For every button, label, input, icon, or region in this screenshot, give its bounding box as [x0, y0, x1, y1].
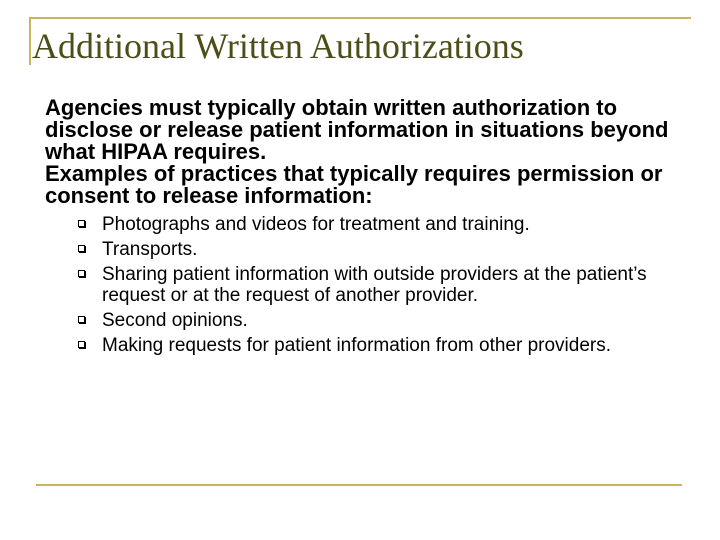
intro-paragraph: Agencies must typically obtain written authorization to disclose or release patient information in situations beyond what HIPAA requires.: [45, 95, 669, 164]
bullet-item: [45, 214, 675, 235]
hollow-square-bullet-icon: [78, 270, 85, 277]
left-rule: [29, 17, 31, 65]
hollow-square-bullet-icon: [78, 220, 85, 227]
top-rule: [29, 17, 691, 19]
slide-title: Additional Written Authorizations: [32, 26, 524, 66]
bullet-list: [45, 214, 675, 356]
bullet-text: Making requests for patient information from other providers.: [102, 335, 612, 356]
slide-body: [45, 97, 675, 360]
bottom-rule: [36, 484, 682, 486]
bullet-item: [45, 239, 675, 260]
hollow-square-bullet-icon: [78, 245, 85, 252]
bullet-item: [45, 264, 675, 306]
hollow-square-bullet-icon: [78, 341, 85, 348]
examples-heading: Examples of practices that typically requires permission or consent to release information:: [45, 161, 663, 208]
bullet-text: Transports.: [102, 239, 198, 260]
hollow-square-bullet-icon: [78, 316, 85, 323]
bullet-item: [45, 310, 675, 331]
bullet-text: Sharing patient information with outside providers at the patient’s request or at the request of another provider.: [102, 264, 647, 306]
bullet-text: Second opinions.: [102, 310, 248, 331]
bullet-item: [45, 335, 675, 356]
bullet-text: Photographs and videos for treatment and training.: [102, 214, 530, 235]
